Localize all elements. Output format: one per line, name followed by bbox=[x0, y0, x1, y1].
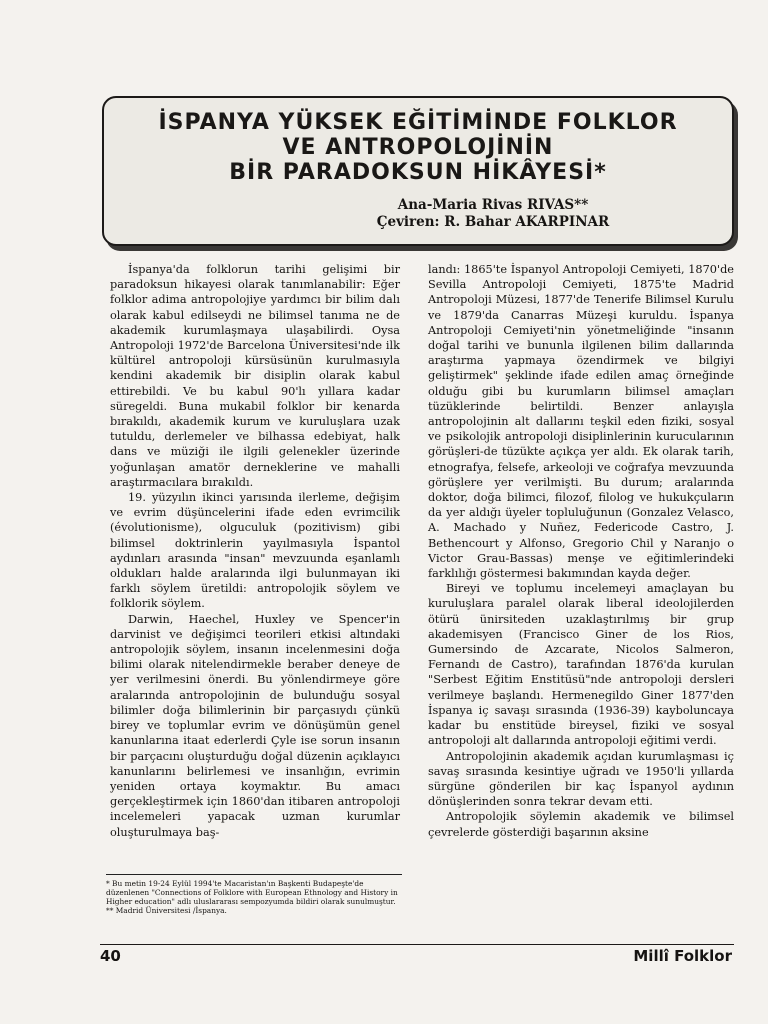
page-number: 40 bbox=[100, 947, 121, 965]
body-paragraph: 19. yüzyılın ikinci yarısında ilerleme, değişim ve evrim düşüncelerini ifade eden evrimcilik (évolutionisme), olguculuk (pozitivism) gibi bilimsel doktrinlerin yayılmasıyla İspantol aydınları arasında "insan" mevzuunda eşanlamlı oldukları halde aralarında ilgi bulunmayan iki farklı söylem üretildi: antropolojik söylem ve folklorik söylem. bbox=[110, 491, 400, 611]
body-paragraph: Antropolojik söylemin akademik ve bilimsel çevrelerde gösterdiği başarının aksine bbox=[428, 810, 734, 839]
article-title-line-1: İSPANYA YÜKSEK EĞİTİMİNDE FOLKLOR bbox=[158, 110, 678, 135]
footer-rule bbox=[100, 944, 734, 945]
body-paragraph: Bireyi ve toplumu incelemeyi amaçlayan bu kuruluşlara paralel olarak liberal ideolojilerden ötürü ünirsiteden uzaklaştırılmış bir grup akademisyen (Francisco Giner de los Rios, Gumersindo de Azcarate, Nicolos Salmeron, Fernandı de Castro), tarafından 1876'da kurulan "Serbest Eğitim Enstitüsü"nde antropoloji dersleri verilmeye başlandı. Hermenegildo Giner 1877'den İspanya iç savaşı sırasında (1936-39) kayboluncaya kadar bu enstitüde bireysel, fiziki ve sosyal antropoloji alt dallarında antropoloji eğitimi verdi. bbox=[428, 582, 734, 748]
translator-name: Çeviren: R. Bahar AKARPINAR bbox=[376, 214, 610, 230]
body-paragraph: İspanya'da folklorun tarihi gelişimi bir paradoksun hikayesi olarak tanımlanabilir: Eğer folklor adima antropolojiye yardımcı bir bilim dalı olarak kabul edilseydi ne bilimsel tanıma ne de akademik kurumlaşmaya ulaşabilirdi. Oysa Antropoloji 1972'de Barcelona Üniversitesi'nde ilk kültürel antropoloji kürsüsünün kurulmasıyla kendini akademik bir disiplin olarak kabul ettirebildi. Ve bu kabul 90'lı yıllara kadar süregeldi. Buna mukabil folklor bir kenarda bırakıldı, akademik kurum ve kuruluşlara uzak tutuldu, derlemeler ve bilhassa edebiyat, halk dans ve müziği ile ilgili gelenekler üzerinde yoğunlaşan amatör derneklerine ve mahalli araştırmacılara bırakıldı. bbox=[110, 263, 400, 489]
body-paragraph: landı: 1865'te İspanyol Antropoloji Cemiyeti, 1870'de Sevilla Antropoloji Cemiyeti, 1875'te Madrid Antropoloji Müzesi, 1877'de Tenerife Bilimsel Kurulu ve 1879'da Canarras Müzeşi kuruldu. İspanya Antropoloji Cemiyeti'nin yönetmeliğinde "insanın doğal tarihi ve bununla ilgilenen bilim dallarında araştırma yapmaya özendirmek ve bilgiyi geliştirmek" şeklinde ifade edilen amaç örneğinde olduğu gibi bu kurumların bilimsel amaçları tüzüklerinde belirtildi. Benzer anlayışla antropolojinin alt dallarını teşkil eden fiziki, sosyal ve psikolojik antropoloji disiplinlerinin kurucularının görüşleri-de tüzükte açıkça yer aldı. Ek olarak tarih, etnografya, felsefe, arkeoloji ve coğrafya mevzuunda görüşlere yer verilmişti. Bu durum; aralarında doktor, doğa bilimci, filozof, filolog ve hukukçuların da yer aldığı üyeler topluluğunun (Gonzalez Velasco, A. Machado y Nuñez, Federicode Castro, J. Bethencourt y Alfonso, Gregorio Chil y Naranjo o Victor Grau-Bassas) menşe ve eğitimlerindeki farklılığı göstermesi bakımından kayda değer. bbox=[428, 263, 734, 581]
right-column bbox=[428, 262, 734, 840]
body-paragraph: Darwin, Haechel, Huxley ve Spencer'in darvinist ve değişimci teorileri etkisi altındaki antropolojik söylem, insanın incelenmesini doğa bilimi olarak nitelendirmekle beraber deneye de yer verilmesini önerdi. Bu yönlendirmeye göre aralarında antropolojinin de bulunduğu sosyal bilimler doğa bilimlerinin bir parçasıydı çünkü birey ve toplumlar evrim ve dönüşümün genel kanunlarına itaat ederlerdi Çyle ise sorun insanın bir parçacını oluşturduğu doğal düzenin açıklayıcı kanunlarını belirlemesi ve insanlığın, evrimin yeniden ortaya koymaktır. Bu amacı gerçekleştirmek için 1860'dan itibaren antropoloji incelemeleri yapacak uzman kurumlar oluşturulmaya baş- bbox=[110, 612, 400, 839]
journal-name: Millî Folklor bbox=[633, 947, 732, 965]
author-name: Ana-Maria Rivas RIVAS** bbox=[397, 197, 589, 213]
article-title-line-3: BİR PARADOKSUN HİKÂYESİ* bbox=[229, 160, 607, 185]
footnote: * Bu metin 19-24 Eylül 1994'te Macaristan'ın Başkenti Budapeşte'de düzenlenen "Connections of Folklore with European Ethnology and History in Higher education" adlı uluslararası sempozyumda bildiri olarak sunulmuştur. bbox=[106, 879, 398, 906]
body-paragraph: Antropolojinin akademik açıdan kurumlaşması iç savaş sırasında kesintiye uğradı ve 1950'li yıllarda sürgüne gönderilen bir kaç İspanyol aydının dönüşlerinden sonra tekrar devam etti. bbox=[428, 749, 734, 809]
left-column bbox=[110, 262, 400, 840]
footnote: ** Madrid Üniversitesi /İspanya. bbox=[106, 906, 227, 915]
title-box bbox=[102, 96, 734, 246]
article-title-line-2: VE ANTROPOLOJİNİN bbox=[282, 135, 554, 160]
footnotes bbox=[106, 874, 402, 915]
